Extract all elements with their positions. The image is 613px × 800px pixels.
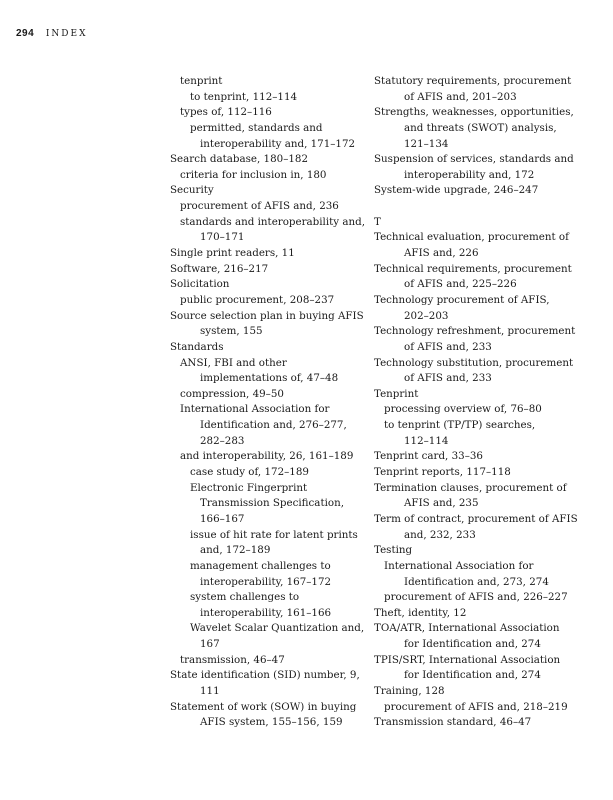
index-entry: Wavelet Scalar Quantization and, <box>190 622 365 635</box>
index-entry: Technology procurement of AFIS, <box>374 293 550 306</box>
index-entry: Identification and, 276–277, <box>200 419 347 432</box>
index-entry: Source selection plan in buying AFIS <box>170 309 364 322</box>
index-entry: Tenprint card, 33–36 <box>374 450 483 463</box>
index-entry: AFIS and, 226 <box>404 247 479 260</box>
index-entry: Suspension of services, standards and <box>374 153 574 166</box>
index-entry: interoperability and, 171–172 <box>200 137 356 150</box>
index-entry: Technical evaluation, procurement of <box>374 231 569 244</box>
section-letter: T <box>374 215 381 228</box>
index-entry: tenprint <box>180 75 223 87</box>
index-entry: Electronic Fingerprint <box>190 481 308 494</box>
index-entry: Technology substitution, procurement <box>374 356 574 369</box>
index-entry: International Association for <box>384 559 534 572</box>
section-gap <box>374 199 589 215</box>
index-entry: Identification and, 273, 274 <box>404 575 549 588</box>
index-entry: 167 <box>200 638 220 651</box>
index-entry: procurement of AFIS and, 226–227 <box>384 591 568 604</box>
index-entry: for Identification and, 274 <box>404 669 541 682</box>
index-entry: Termination clauses, procurement of <box>374 481 567 494</box>
index-entry: Transmission standard, 46–47 <box>374 716 532 729</box>
index-entry: implementations of, 47–48 <box>200 372 339 385</box>
index-entry: 121–134 <box>404 137 449 150</box>
index-entry: State identification (SID) number, 9, <box>170 669 360 682</box>
index-column-left <box>170 74 365 731</box>
index-entry: and, 232, 233 <box>404 528 476 541</box>
index-entry: and threats (SWOT) analysis, <box>404 121 557 134</box>
index-entry: public procurement, 208–237 <box>180 293 335 306</box>
index-entry: and interoperability, 26, 161–189 <box>180 450 354 463</box>
index-entry: system, 155 <box>200 325 263 338</box>
index-entry: Transmission Specification, <box>200 497 344 510</box>
index-entry: interoperability and, 172 <box>404 168 535 181</box>
index-entry: types of, 112–116 <box>180 106 272 119</box>
index-entry: Testing <box>374 544 413 557</box>
index-entry: 112–114 <box>404 434 449 447</box>
page-number: 294 <box>16 28 35 39</box>
index-entry: Technical requirements, procurement <box>374 262 572 275</box>
index-entry: Training, 128 <box>374 684 445 697</box>
index-entry: AFIS system, 155–156, 159 <box>200 716 343 729</box>
index-entry: of AFIS and, 201–203 <box>404 90 517 103</box>
index-entry: of AFIS and, 225–226 <box>404 278 517 291</box>
index-entry: Software, 216–217 <box>170 262 269 275</box>
index-entry: Statement of work (SOW) in buying <box>170 700 357 713</box>
index-entry: Single print readers, 11 <box>170 247 295 260</box>
index-entry: Security <box>170 184 214 197</box>
index-entry: case study of, 172–189 <box>190 466 309 479</box>
index-entry: to tenprint, 112–114 <box>190 90 298 103</box>
running-header <box>16 28 88 39</box>
index-entry: Statutory requirements, procurement <box>374 75 572 87</box>
index-entry: procurement of AFIS and, 236 <box>180 200 339 213</box>
index-entry: 282–283 <box>200 434 245 447</box>
index-entry: 111 <box>200 684 220 697</box>
index-entry: Search database, 180–182 <box>170 153 308 166</box>
index-entry: transmission, 46–47 <box>180 653 285 666</box>
index-entry: issue of hit rate for latent prints <box>190 528 358 541</box>
index-entry: Term of contract, procurement of AFIS <box>374 512 578 525</box>
index-entry: 170–171 <box>200 231 245 244</box>
page-title: INDEX <box>45 29 88 39</box>
index-entry: Standards <box>170 340 224 353</box>
index-entry: TOA/ATR, International Association <box>374 622 560 635</box>
index-entry: Theft, identity, 12 <box>374 606 467 619</box>
index-entry: System-wide upgrade, 246–247 <box>374 184 539 197</box>
index-entry: processing overview of, 76–80 <box>384 403 542 416</box>
index-entry: and, 172–189 <box>200 544 271 557</box>
index-entry: standards and interoperability and, <box>180 215 365 228</box>
index-entry: Tenprint reports, 117–118 <box>374 466 511 479</box>
index-entry: Solicitation <box>170 278 230 291</box>
index-entry: TPIS/SRT, International Association <box>374 653 561 666</box>
index-column-right <box>374 74 589 731</box>
index-entry: 166–167 <box>200 512 245 525</box>
index-entry: criteria for inclusion in, 180 <box>180 168 327 181</box>
index-entry: procurement of AFIS and, 218–219 <box>384 700 568 713</box>
index-entry: Strengths, weaknesses, opportunities, <box>374 106 574 119</box>
index-entry: of AFIS and, 233 <box>404 340 492 353</box>
index-entry: International Association for <box>180 403 330 416</box>
index-entry: for Identification and, 274 <box>404 638 541 651</box>
index-entry: Technology refreshment, procurement <box>374 325 576 338</box>
index-entry: ANSI, FBI and other <box>180 356 287 369</box>
index-entry: system challenges to <box>190 591 300 604</box>
index-entry: management challenges to <box>190 559 331 572</box>
index-entry: to tenprint (TP/TP) searches, <box>384 419 536 432</box>
index-entry: of AFIS and, 233 <box>404 372 492 385</box>
index-entry: permitted, standards and <box>190 121 323 134</box>
index-entry: 202–203 <box>404 309 449 322</box>
index-entry: compression, 49–50 <box>180 387 284 400</box>
index-entry: interoperability, 161–166 <box>200 606 332 619</box>
index-entry: AFIS and, 235 <box>404 497 479 510</box>
index-entry: interoperability, 167–172 <box>200 575 332 588</box>
index-entry: Tenprint <box>374 387 419 400</box>
